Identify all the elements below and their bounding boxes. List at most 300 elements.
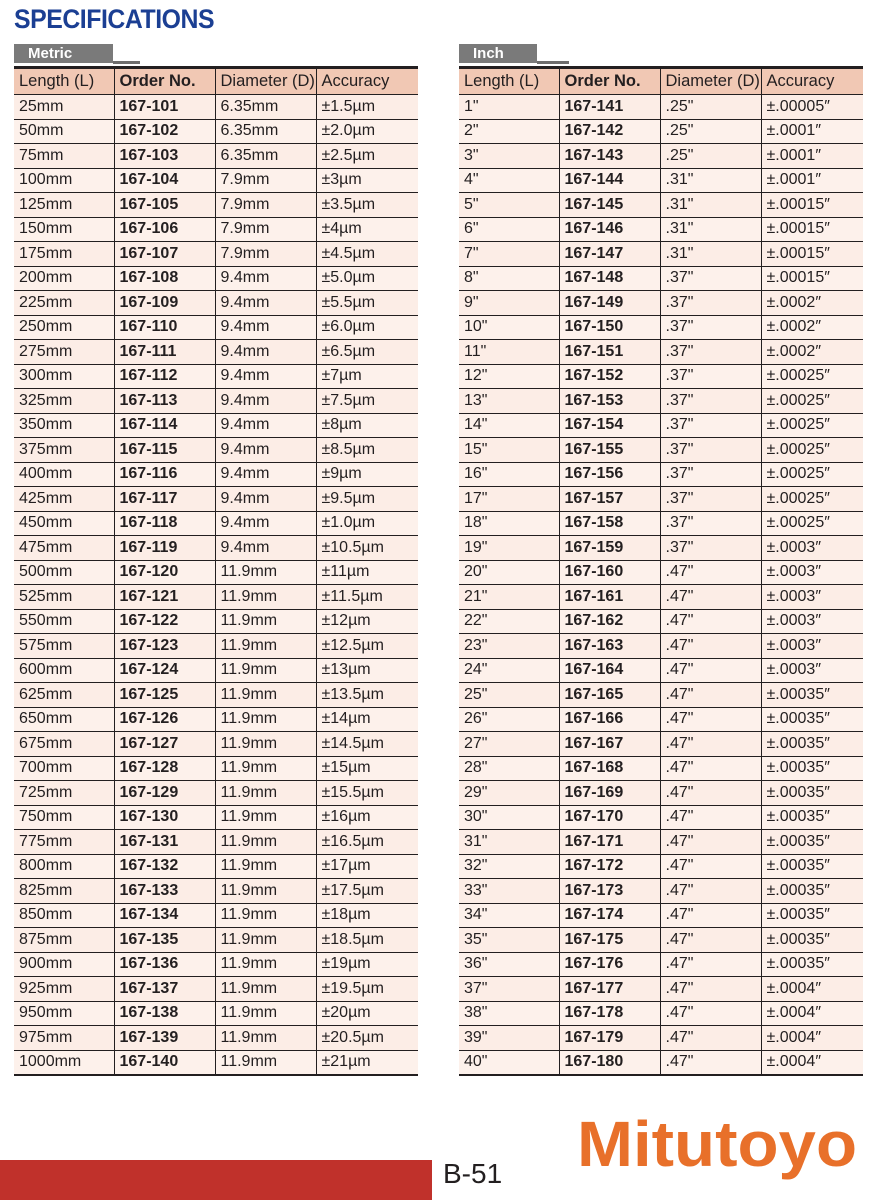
metric-spec-table (14, 66, 418, 1076)
cell-diameter: 9.4mm (215, 364, 316, 389)
cell-length: 31" (459, 830, 559, 855)
cell-length: 600mm (14, 658, 114, 683)
cell-order-no: 167-107 (114, 242, 215, 267)
cell-order-no: 167-165 (559, 683, 660, 708)
table-row (14, 438, 418, 463)
cell-length: 500mm (14, 560, 114, 585)
cell-order-no: 167-169 (559, 781, 660, 806)
table-row (14, 854, 418, 879)
table-row (459, 683, 863, 708)
cell-diameter: .47" (660, 585, 761, 610)
cell-diameter: 9.4mm (215, 438, 316, 463)
cell-order-no: 167-130 (114, 805, 215, 830)
cell-accuracy: ±19µm (316, 952, 418, 977)
cell-length: 27" (459, 732, 559, 757)
header-diameter: Diameter (D) (660, 68, 761, 95)
cell-diameter: .37" (660, 291, 761, 316)
cell-accuracy: ±.00025″ (761, 511, 863, 536)
cell-diameter: 7.9mm (215, 242, 316, 267)
table-row (459, 634, 863, 659)
cell-accuracy: ±5.0µm (316, 266, 418, 291)
cell-accuracy: ±17.5µm (316, 879, 418, 904)
cell-diameter: .31" (660, 242, 761, 267)
cell-accuracy: ±.0002″ (761, 291, 863, 316)
table-row (14, 928, 418, 953)
cell-order-no: 167-170 (559, 805, 660, 830)
cell-diameter: .37" (660, 364, 761, 389)
cell-length: 12" (459, 364, 559, 389)
cell-diameter: 6.35mm (215, 119, 316, 144)
table-row (14, 977, 418, 1002)
table-row (14, 683, 418, 708)
cell-accuracy: ±7µm (316, 364, 418, 389)
table-row (14, 266, 418, 291)
table-header-row (14, 68, 418, 95)
cell-diameter: 11.9mm (215, 560, 316, 585)
cell-accuracy: ±8.5µm (316, 438, 418, 463)
cell-accuracy: ±.0001″ (761, 119, 863, 144)
cell-diameter: .47" (660, 560, 761, 585)
table-row (14, 340, 418, 365)
cell-length: 700mm (14, 756, 114, 781)
cell-order-no: 167-142 (559, 119, 660, 144)
cell-order-no: 167-143 (559, 144, 660, 169)
cell-length: 350mm (14, 413, 114, 438)
table-row (14, 462, 418, 487)
cell-length: 450mm (14, 511, 114, 536)
header-diameter: Diameter (D) (215, 68, 316, 95)
table-row (14, 658, 418, 683)
cell-length: 18" (459, 511, 559, 536)
cell-diameter: .47" (660, 903, 761, 928)
cell-length: 875mm (14, 928, 114, 953)
cell-length: 550mm (14, 609, 114, 634)
table-row (459, 242, 863, 267)
metric-tab-label: Metric (14, 44, 113, 63)
cell-accuracy: ±.00025″ (761, 438, 863, 463)
cell-accuracy: ±.00035″ (761, 879, 863, 904)
cell-accuracy: ±14.5µm (316, 732, 418, 757)
table-row (14, 119, 418, 144)
cell-accuracy: ±20µm (316, 1001, 418, 1026)
cell-accuracy: ±2.5µm (316, 144, 418, 169)
table-row (14, 903, 418, 928)
cell-length: 25mm (14, 95, 114, 120)
cell-length: 9" (459, 291, 559, 316)
table-row (459, 560, 863, 585)
page-title: SPECIFICATIONS (14, 4, 215, 34)
cell-length: 625mm (14, 683, 114, 708)
cell-length: 22" (459, 609, 559, 634)
cell-accuracy: ±2.0µm (316, 119, 418, 144)
cell-length: 30" (459, 805, 559, 830)
cell-order-no: 167-119 (114, 536, 215, 561)
cell-accuracy: ±18µm (316, 903, 418, 928)
cell-order-no: 167-148 (559, 266, 660, 291)
cell-order-no: 167-126 (114, 707, 215, 732)
cell-diameter: .47" (660, 1001, 761, 1026)
cell-diameter: 9.4mm (215, 487, 316, 512)
table-row (14, 609, 418, 634)
cell-order-no: 167-159 (559, 536, 660, 561)
cell-accuracy: ±.00005″ (761, 95, 863, 120)
cell-diameter: .37" (660, 340, 761, 365)
cell-diameter: 7.9mm (215, 168, 316, 193)
cell-diameter: 11.9mm (215, 781, 316, 806)
table-row (459, 1026, 863, 1051)
table-row (459, 977, 863, 1002)
cell-accuracy: ±19.5µm (316, 977, 418, 1002)
cell-length: 32" (459, 854, 559, 879)
cell-accuracy: ±18.5µm (316, 928, 418, 953)
cell-diameter: .47" (660, 707, 761, 732)
cell-accuracy: ±12µm (316, 609, 418, 634)
cell-length: 175mm (14, 242, 114, 267)
cell-order-no: 167-108 (114, 266, 215, 291)
table-row (459, 487, 863, 512)
cell-length: 475mm (14, 536, 114, 561)
cell-order-no: 167-160 (559, 560, 660, 585)
cell-accuracy: ±.00035″ (761, 830, 863, 855)
cell-accuracy: ±.0001″ (761, 144, 863, 169)
table-row (14, 413, 418, 438)
table-row (14, 1026, 418, 1051)
cell-order-no: 167-127 (114, 732, 215, 757)
cell-order-no: 167-164 (559, 658, 660, 683)
table-row (459, 609, 863, 634)
cell-accuracy: ±16.5µm (316, 830, 418, 855)
cell-accuracy: ±11µm (316, 560, 418, 585)
cell-length: 35" (459, 928, 559, 953)
inch-tab-underline (537, 61, 569, 64)
cell-order-no: 167-115 (114, 438, 215, 463)
cell-accuracy: ±.00035″ (761, 756, 863, 781)
cell-accuracy: ±3.5µm (316, 193, 418, 218)
table-row (459, 707, 863, 732)
table-row (14, 487, 418, 512)
cell-diameter: 9.4mm (215, 315, 316, 340)
cell-diameter: .47" (660, 732, 761, 757)
cell-diameter: .47" (660, 658, 761, 683)
cell-diameter: 7.9mm (215, 193, 316, 218)
table-row (459, 1001, 863, 1026)
cell-length: 425mm (14, 487, 114, 512)
cell-order-no: 167-131 (114, 830, 215, 855)
cell-accuracy: ±.0003″ (761, 560, 863, 585)
table-row (459, 364, 863, 389)
cell-diameter: 9.4mm (215, 462, 316, 487)
cell-diameter: 9.4mm (215, 511, 316, 536)
cell-accuracy: ±.0004″ (761, 1050, 863, 1075)
cell-length: 975mm (14, 1026, 114, 1051)
cell-length: 15" (459, 438, 559, 463)
header-length: Length (L) (14, 68, 114, 95)
cell-length: 900mm (14, 952, 114, 977)
table-row (14, 95, 418, 120)
cell-accuracy: ±13µm (316, 658, 418, 683)
cell-accuracy: ±4.5µm (316, 242, 418, 267)
table-row (459, 462, 863, 487)
cell-order-no: 167-114 (114, 413, 215, 438)
cell-length: 850mm (14, 903, 114, 928)
table-row (14, 364, 418, 389)
cell-diameter: .47" (660, 830, 761, 855)
cell-length: 800mm (14, 854, 114, 879)
cell-diameter: .47" (660, 1026, 761, 1051)
cell-length: 200mm (14, 266, 114, 291)
table-row (459, 952, 863, 977)
table-row (14, 1050, 418, 1075)
cell-length: 575mm (14, 634, 114, 659)
cell-length: 225mm (14, 291, 114, 316)
cell-order-no: 167-156 (559, 462, 660, 487)
cell-accuracy: ±.00025″ (761, 389, 863, 414)
header-order-no: Order No. (114, 68, 215, 95)
cell-accuracy: ±6.5µm (316, 340, 418, 365)
cell-length: 250mm (14, 315, 114, 340)
cell-length: 1" (459, 95, 559, 120)
cell-accuracy: ±.00035″ (761, 854, 863, 879)
table-row (14, 585, 418, 610)
cell-accuracy: ±.0004″ (761, 1001, 863, 1026)
cell-length: 400mm (14, 462, 114, 487)
inch-table-body (459, 95, 863, 1075)
cell-order-no: 167-105 (114, 193, 215, 218)
table-row (14, 560, 418, 585)
cell-order-no: 167-153 (559, 389, 660, 414)
cell-diameter: 11.9mm (215, 977, 316, 1002)
cell-length: 325mm (14, 389, 114, 414)
cell-order-no: 167-140 (114, 1050, 215, 1075)
cell-length: 29" (459, 781, 559, 806)
cell-order-no: 167-152 (559, 364, 660, 389)
cell-order-no: 167-110 (114, 315, 215, 340)
cell-diameter: 11.9mm (215, 683, 316, 708)
cell-order-no: 167-111 (114, 340, 215, 365)
cell-diameter: 11.9mm (215, 707, 316, 732)
cell-length: 2" (459, 119, 559, 144)
cell-diameter: 6.35mm (215, 144, 316, 169)
cell-diameter: 9.4mm (215, 413, 316, 438)
table-row (14, 168, 418, 193)
cell-length: 23" (459, 634, 559, 659)
cell-accuracy: ±.0002″ (761, 315, 863, 340)
table-row (459, 854, 863, 879)
table-row (14, 315, 418, 340)
cell-length: 7" (459, 242, 559, 267)
table-row (14, 805, 418, 830)
footer-bar (0, 1160, 432, 1200)
cell-order-no: 167-177 (559, 977, 660, 1002)
cell-order-no: 167-154 (559, 413, 660, 438)
cell-length: 38" (459, 1001, 559, 1026)
table-row (459, 217, 863, 242)
cell-order-no: 167-162 (559, 609, 660, 634)
cell-order-no: 167-161 (559, 585, 660, 610)
table-row (459, 536, 863, 561)
cell-length: 125mm (14, 193, 114, 218)
cell-order-no: 167-125 (114, 683, 215, 708)
cell-diameter: 11.9mm (215, 658, 316, 683)
cell-accuracy: ±.00025″ (761, 364, 863, 389)
cell-order-no: 167-135 (114, 928, 215, 953)
cell-order-no: 167-145 (559, 193, 660, 218)
header-accuracy: Accuracy (761, 68, 863, 95)
cell-diameter: .47" (660, 879, 761, 904)
cell-accuracy: ±.00015″ (761, 193, 863, 218)
cell-accuracy: ±3µm (316, 168, 418, 193)
cell-order-no: 167-155 (559, 438, 660, 463)
cell-diameter: .37" (660, 438, 761, 463)
cell-accuracy: ±7.5µm (316, 389, 418, 414)
cell-diameter: 11.9mm (215, 732, 316, 757)
cell-diameter: 9.4mm (215, 389, 316, 414)
cell-length: 50mm (14, 119, 114, 144)
cell-order-no: 167-178 (559, 1001, 660, 1026)
cell-diameter: .47" (660, 952, 761, 977)
table-row (14, 732, 418, 757)
table-row (459, 168, 863, 193)
cell-accuracy: ±.00035″ (761, 781, 863, 806)
table-row (459, 1050, 863, 1075)
cell-accuracy: ±5.5µm (316, 291, 418, 316)
cell-accuracy: ±.00015″ (761, 266, 863, 291)
cell-length: 75mm (14, 144, 114, 169)
cell-order-no: 167-149 (559, 291, 660, 316)
cell-diameter: .25" (660, 119, 761, 144)
cell-diameter: 11.9mm (215, 585, 316, 610)
cell-accuracy: ±.00025″ (761, 487, 863, 512)
cell-order-no: 167-157 (559, 487, 660, 512)
cell-diameter: 11.9mm (215, 1001, 316, 1026)
cell-length: 775mm (14, 830, 114, 855)
cell-diameter: 7.9mm (215, 217, 316, 242)
table-row (459, 830, 863, 855)
cell-length: 150mm (14, 217, 114, 242)
cell-diameter: .37" (660, 462, 761, 487)
cell-order-no: 167-173 (559, 879, 660, 904)
cell-diameter: 11.9mm (215, 805, 316, 830)
metric-tab-underline (113, 61, 140, 64)
cell-order-no: 167-101 (114, 95, 215, 120)
table-row (459, 340, 863, 365)
cell-order-no: 167-176 (559, 952, 660, 977)
cell-order-no: 167-102 (114, 119, 215, 144)
cell-order-no: 167-122 (114, 609, 215, 634)
cell-order-no: 167-144 (559, 168, 660, 193)
cell-order-no: 167-104 (114, 168, 215, 193)
cell-accuracy: ±10.5µm (316, 536, 418, 561)
table-row (14, 144, 418, 169)
cell-diameter: .37" (660, 389, 761, 414)
cell-order-no: 167-166 (559, 707, 660, 732)
cell-diameter: .47" (660, 805, 761, 830)
mitutoyo-logo (577, 1108, 859, 1180)
cell-order-no: 167-112 (114, 364, 215, 389)
header-accuracy: Accuracy (316, 68, 418, 95)
table-row (459, 193, 863, 218)
cell-accuracy: ±.0003″ (761, 585, 863, 610)
table-row (459, 438, 863, 463)
cell-diameter: .37" (660, 536, 761, 561)
cell-diameter: .37" (660, 315, 761, 340)
cell-diameter: .47" (660, 1050, 761, 1075)
cell-length: 10" (459, 315, 559, 340)
cell-length: 6" (459, 217, 559, 242)
cell-accuracy: ±12.5µm (316, 634, 418, 659)
cell-accuracy: ±.0001″ (761, 168, 863, 193)
cell-diameter: .25" (660, 95, 761, 120)
cell-order-no: 167-139 (114, 1026, 215, 1051)
cell-diameter: 9.4mm (215, 291, 316, 316)
table-row (459, 413, 863, 438)
cell-order-no: 167-132 (114, 854, 215, 879)
cell-length: 100mm (14, 168, 114, 193)
cell-length: 275mm (14, 340, 114, 365)
cell-order-no: 167-113 (114, 389, 215, 414)
cell-diameter: 11.9mm (215, 634, 316, 659)
cell-length: 20" (459, 560, 559, 585)
metric-table-body (14, 95, 418, 1075)
cell-accuracy: ±.0002″ (761, 340, 863, 365)
cell-diameter: .47" (660, 609, 761, 634)
cell-accuracy: ±.00015″ (761, 217, 863, 242)
table-row (459, 389, 863, 414)
header-order-no: Order No. (559, 68, 660, 95)
table-row (459, 658, 863, 683)
cell-accuracy: ±.00015″ (761, 242, 863, 267)
cell-diameter: .37" (660, 413, 761, 438)
cell-length: 37" (459, 977, 559, 1002)
table-row (459, 928, 863, 953)
cell-diameter: .31" (660, 193, 761, 218)
cell-length: 28" (459, 756, 559, 781)
cell-accuracy: ±17µm (316, 854, 418, 879)
cell-accuracy: ±.00025″ (761, 413, 863, 438)
cell-diameter: 11.9mm (215, 756, 316, 781)
cell-order-no: 167-129 (114, 781, 215, 806)
cell-accuracy: ±13.5µm (316, 683, 418, 708)
cell-diameter: .47" (660, 683, 761, 708)
cell-accuracy: ±14µm (316, 707, 418, 732)
cell-diameter: 6.35mm (215, 95, 316, 120)
cell-order-no: 167-180 (559, 1050, 660, 1075)
inch-tab (459, 44, 863, 66)
cell-order-no: 167-150 (559, 315, 660, 340)
cell-accuracy: ±.00035″ (761, 707, 863, 732)
cell-diameter: .47" (660, 928, 761, 953)
table-row (459, 756, 863, 781)
cell-accuracy: ±.0003″ (761, 536, 863, 561)
metric-section (14, 44, 418, 1076)
cell-accuracy: ±.00035″ (761, 903, 863, 928)
cell-diameter: 11.9mm (215, 879, 316, 904)
cell-accuracy: ±1.0µm (316, 511, 418, 536)
cell-length: 925mm (14, 977, 114, 1002)
cell-length: 725mm (14, 781, 114, 806)
cell-diameter: .47" (660, 977, 761, 1002)
cell-order-no: 167-174 (559, 903, 660, 928)
cell-order-no: 167-147 (559, 242, 660, 267)
cell-order-no: 167-138 (114, 1001, 215, 1026)
cell-order-no: 167-117 (114, 487, 215, 512)
table-row (14, 707, 418, 732)
cell-order-no: 167-158 (559, 511, 660, 536)
cell-diameter: .31" (660, 168, 761, 193)
cell-length: 24" (459, 658, 559, 683)
cell-length: 33" (459, 879, 559, 904)
table-row (459, 291, 863, 316)
